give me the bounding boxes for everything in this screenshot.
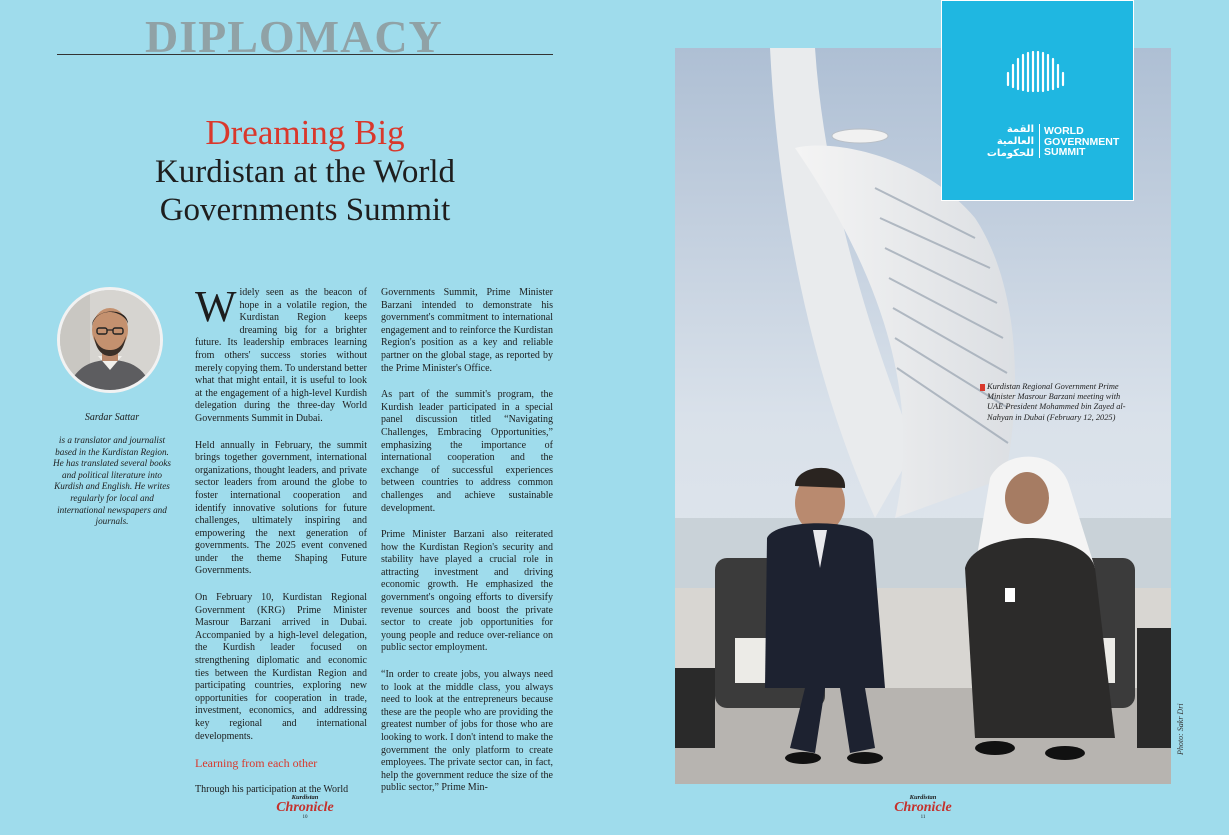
paragraph: Through his participation at the World — [195, 783, 349, 795]
body-column-1 — [195, 282, 367, 810]
logo-english-text: WORLD GOVERNMENT SUMMIT — [1044, 125, 1120, 158]
paragraph: “In order to create jobs, you always need to look at the middle class, you always need to look at the entrepreneurs because these are the people who are providing the greatest number of jobs for those who are looking to work. I don't intend to make the government the only platform to create employees. The private sector can, in fact, help the government reduce the size of the public sector,” Prime Min- — [381, 669, 553, 794]
photo-caption: Kurdistan Regional Government Prime Minister Masrour Barzani meeting with UAE President Mohammed bin Zayed al-Nahyan in Dubai (February 12, 2025) — [987, 382, 1137, 423]
page-number: 10 — [302, 815, 308, 820]
world-government-summit-logo — [941, 0, 1134, 201]
subheading: Learning from each other — [195, 756, 318, 771]
headline-line-1: Kurdistan at the World — [154, 154, 456, 190]
footer-masthead-left — [270, 794, 340, 821]
summit-wave-emblem-icon — [1004, 51, 1066, 93]
author-name: Sardar Sattar — [84, 412, 140, 423]
author-bio: is a translator and journalist based in the Kurdistan Region. He has translated several books and political literature into Kurdish and English. He writes regularly for local and international newspapers and journals. — [53, 435, 171, 527]
paragraph: Widely seen as the beacon of hope in a volatile region, the Kurdistan Region keeps dreaming big for a brighter future. Its leadership embraces learning from others' success stories without merely copying them. To understand better what that might entail, it is useful to look at the engagement of a high-level Kurdish delegation during the three-day World Governments Summit in Dubai. — [195, 282, 367, 424]
masthead-big: Chronicle — [276, 800, 334, 815]
paragraph: Prime Minister Barzani also reiterated how the Kurdistan Region's security and stability have played a crucial role in attracting investment and driving economic growth. He emphasized the government's ongoing efforts to diversify revenue sources and boost the private sector to create job opportunities for young people and reduce over-reliance on public sector employment. — [381, 529, 553, 654]
headline-red: Dreaming Big — [205, 113, 405, 152]
masthead-small: Kurdistan — [909, 794, 937, 801]
headline-black — [60, 153, 550, 229]
photo-credit: Photo: Sakr Dri — [1176, 703, 1185, 755]
caption-marker — [980, 384, 985, 391]
body-column-2 — [381, 287, 553, 809]
page-number: 11 — [920, 815, 926, 820]
drop-cap: W — [195, 282, 237, 331]
paragraph: Governments Summit, Prime Minister Barzani intended to demonstrate his government's commitment to international engagement and to reinforce the Kurdistan Region's position as a key and reliable partner on the global stage, as reported by the Prime Minister's Office. — [381, 287, 553, 374]
masthead-small: Kurdistan — [291, 794, 319, 801]
paragraph: Held annually in February, the summit brings together government, international organizations, thought leaders, and private sector leaders from around the globe to foster international cooperation and identify innovative solutions for future challenges, ultimately inspiring and empowering the next generation of governments. The 2025 event convened under the theme Shaping Future Governments. — [195, 439, 367, 577]
logo-divider — [1039, 124, 1040, 158]
masthead-big: Chronicle — [894, 800, 952, 815]
headline-line-2: Governments Summit — [159, 192, 451, 228]
paragraph: As part of the summit's program, the Kurdish leader participated in a special panel discussion titled “Navigating Challenges, Embracing Opportunities,” emphasizing the importance of international cooperation and the exchange of successful experiences between countries to address common challenges and achieve sustainable development. — [381, 389, 553, 514]
header-rule — [57, 54, 553, 55]
paragraph: On February 10, Kurdistan Regional Government (KRG) Prime Minister Masrour Barzani arrived in Dubai. Accompanied by a high-level delegation, the Kurdish leader focused on strengthening diplomatic and economic ties between the Kurdistan Region and participating countries, exploring new opportunities for cooperation in trade, investment, economics, and addressing key regional and international developments. — [195, 592, 367, 742]
section-label: DIPLOMACY — [145, 14, 443, 54]
author-portrait-icon — [60, 290, 160, 390]
logo-arabic-text: القمة العالمية للحكومات — [986, 124, 1034, 159]
footer-masthead-right — [888, 794, 958, 821]
author-avatar — [57, 287, 163, 393]
